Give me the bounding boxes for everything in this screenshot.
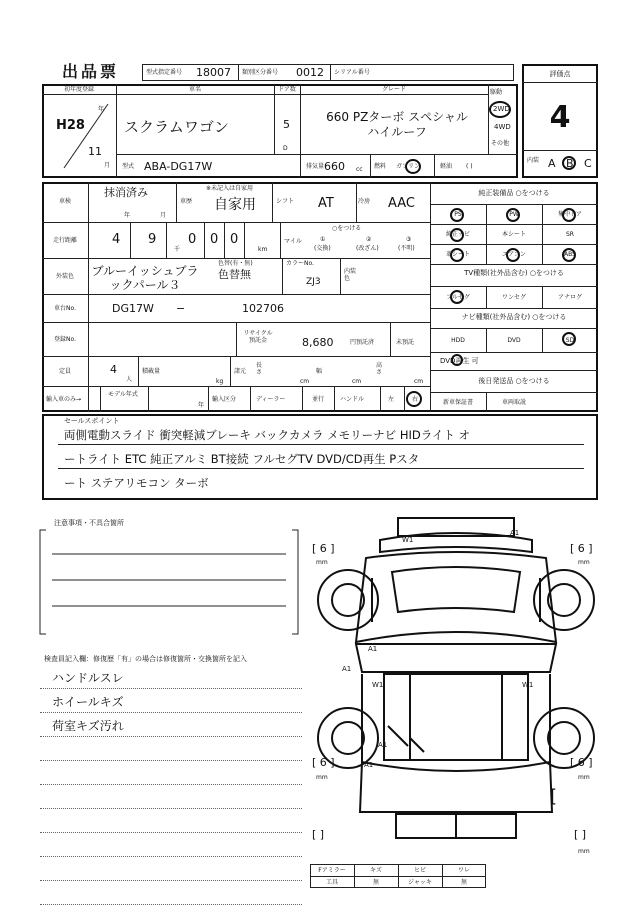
mark-2: A1 xyxy=(510,529,520,537)
load-label: 積載量 xyxy=(142,368,161,375)
navi-option-2: DVD xyxy=(507,337,521,344)
fuel-paren: ( ) xyxy=(466,163,473,170)
cap-unit: 人 xyxy=(126,376,133,383)
equip-item-6: SR xyxy=(566,231,574,238)
tv-option-3: アナログ xyxy=(557,294,582,301)
model-label: 型式 xyxy=(122,163,135,170)
equip-item-5: 本シート xyxy=(501,231,526,238)
serial-label: シリアル番号 xyxy=(334,69,370,76)
len-cm: cm xyxy=(300,378,310,385)
note-line xyxy=(40,832,302,833)
width-cm: cm xyxy=(352,378,362,385)
recycle-value: 8,680 xyxy=(302,336,334,349)
legend-v3: ジャッキ xyxy=(408,879,432,886)
mileage-thousand: 千 xyxy=(174,246,181,253)
recycle-unpaid: 未預託 xyxy=(396,339,415,346)
first-reg-slash xyxy=(60,100,112,172)
class-label: 類別区分番号 xyxy=(242,69,279,76)
sales-line-2: ートライト ETC 純正アルミ BT接続 フルセグTV DVD/CD再生 Pスタ xyxy=(64,452,420,466)
legend-v2: 無 xyxy=(372,879,379,886)
tread-fl-mm: mm xyxy=(316,559,328,566)
inspect-year: 年 xyxy=(124,212,131,219)
equip-item-9: ABS xyxy=(564,251,576,258)
equip-item-2: PW xyxy=(509,211,519,218)
meter-check-label: ○をつける xyxy=(332,225,362,232)
inspect-value: 抹消済み xyxy=(104,186,148,199)
inspect-month: 月 xyxy=(160,212,167,219)
note-line xyxy=(40,784,302,785)
drive-2wd-circle xyxy=(489,101,511,118)
drive-other: その他 xyxy=(491,140,510,147)
tread-spare-mm: mm xyxy=(578,848,590,855)
tv-title: TV種類(社外品含む) ○をつける xyxy=(464,269,564,277)
tread-spare-bracket: [ xyxy=(550,786,558,807)
note-line xyxy=(40,736,302,737)
fuel-label: 燃料 xyxy=(374,163,387,170)
car-damage-diagram xyxy=(300,512,600,862)
notes-bracket xyxy=(38,526,300,638)
note-line xyxy=(40,808,302,809)
import-parallel: 並行 xyxy=(312,396,325,403)
notes-label: 注意事項・不具合箇所 xyxy=(54,519,124,527)
legend-h3: ヒビ xyxy=(413,867,426,874)
door-count: 5 xyxy=(283,118,290,131)
first-reg-month: 11 xyxy=(88,145,102,158)
color-change-value: 色替無 xyxy=(218,268,251,281)
color-value: ブルーイッシュブラックパール３ xyxy=(91,264,199,292)
mileage-digit-3: 0 xyxy=(188,232,197,247)
tread-fr-value: 6 xyxy=(577,542,585,555)
width-label: 幅 xyxy=(316,368,323,375)
class-value: 0012 xyxy=(296,66,324,79)
history-note: ※未記入は自家用 xyxy=(206,185,254,192)
cc-unit: cc xyxy=(356,166,363,173)
color-change-label: 色替(有・無) xyxy=(218,260,253,267)
disp-label: 排気量 xyxy=(306,163,325,170)
recycle-label: リサイクル預託金 xyxy=(243,330,273,344)
shift-value: AT xyxy=(318,196,334,211)
note-item-1: ハンドルスレ xyxy=(52,671,124,685)
note-line xyxy=(40,880,302,881)
equip-circle-7 xyxy=(450,248,464,262)
legend-h1: Fアミラー xyxy=(318,867,346,874)
grade-value: 660 PZターボ スペシャル ハイルーフ xyxy=(326,110,468,139)
sales-line-3: ート ステアリモコン ターボ xyxy=(64,476,209,490)
equip-circle-2 xyxy=(506,208,520,222)
tread-rr: [ 6 ] xyxy=(570,756,593,769)
navi-option-3: SD xyxy=(565,337,575,344)
inspect-label: 車検 xyxy=(58,198,71,205)
equip-item-8: エアコン xyxy=(502,251,526,258)
recycle-yen: 円預託済 xyxy=(350,339,375,346)
int-b: B xyxy=(566,157,574,170)
mileage-digit-4: 0 xyxy=(210,232,219,247)
name-label: 車名 xyxy=(188,86,201,93)
model-year-label: モデル年式 xyxy=(108,391,138,398)
eval-score: 4 xyxy=(549,100,571,135)
tv-circle xyxy=(450,290,464,304)
tread-fl: [ 6 ] xyxy=(312,542,335,555)
legend-h4: ワレ xyxy=(457,867,470,874)
mileage-digit-2: 9 xyxy=(148,232,157,247)
car-name: スクラムワゴン xyxy=(124,118,229,136)
navi-circle xyxy=(562,332,576,346)
tread-rl-mm: mm xyxy=(316,774,328,781)
navi-option-1: HDD xyxy=(451,337,465,344)
mileage-digit-5: 0 xyxy=(230,232,239,247)
meter-opt-2: ② xyxy=(366,236,372,243)
mark-4: A1 xyxy=(342,665,352,673)
equip-item-4: 純正ナビ xyxy=(445,231,470,238)
cap-value: 4 xyxy=(110,363,117,376)
diesel-label: 軽油 xyxy=(440,163,453,170)
drive-2wd: 2WD xyxy=(493,105,510,113)
month-label: 月 xyxy=(104,162,111,169)
equip-title: 純正装備品 ○をつける xyxy=(478,189,550,197)
sheet-title: 出品票 xyxy=(62,62,120,81)
color-label: 外装色 xyxy=(55,273,74,280)
dvd-circle xyxy=(451,354,463,366)
handle-label: ハンドル xyxy=(340,396,365,403)
equip-circle-3 xyxy=(562,208,576,222)
int-color-label: 内装色 xyxy=(344,268,357,282)
chassis-label: 車台No. xyxy=(54,305,76,312)
door-label: ドア数 xyxy=(278,86,296,93)
ac-label: 冷房 xyxy=(358,198,371,205)
equip-circle-4 xyxy=(450,228,464,242)
disp-value: 660 xyxy=(324,160,345,173)
drive-label: 駆動 xyxy=(490,89,503,96)
chassis-model: DG17W xyxy=(112,302,154,315)
later-title: 後日発送品 ○をつける xyxy=(478,377,550,385)
size-label: 諸元 xyxy=(234,368,247,375)
equip-circle-8 xyxy=(506,248,520,262)
sales-label: セールスポイント xyxy=(64,417,120,425)
handle-left: 左 xyxy=(388,396,395,403)
tv-option-1: フルセグ xyxy=(446,294,470,301)
chassis-number: 102706 xyxy=(242,302,284,315)
equip-item-3: 集中ドア xyxy=(558,211,582,218)
cap-label: 定員 xyxy=(58,368,71,375)
fuel-value: ガソリン xyxy=(396,163,421,170)
sales-line-1: 両側電動スライド 衝突軽減ブレーキ バックカメラ メモリーナビ HIDライト オ xyxy=(64,428,471,442)
drive-4wd: 4WD xyxy=(494,123,511,131)
fuel-circle xyxy=(405,159,421,174)
height-cm: cm xyxy=(414,378,424,385)
mark-7: A1 xyxy=(378,741,388,749)
door-sub: D xyxy=(283,145,288,152)
equip-circle-9 xyxy=(562,248,576,262)
tread-fl-value: 6 xyxy=(319,542,327,555)
import-class-label: 輸入区分 xyxy=(212,396,237,403)
reg-value: 18007 xyxy=(196,66,231,79)
load-kg: kg xyxy=(216,378,224,385)
first-reg-label: 初年度登録 xyxy=(63,86,94,93)
mileage-digit-1: 4 xyxy=(112,232,121,247)
later-manual: 車両取説 xyxy=(501,399,526,406)
int-a: A xyxy=(548,157,556,170)
mark-1: W1 xyxy=(402,536,414,544)
color-no-value: ZJ3 xyxy=(306,277,321,287)
meter-opt-1-sub: (交換) xyxy=(314,245,331,252)
grade-label: グレード xyxy=(381,86,406,93)
tread-rl: [ 6 ] xyxy=(312,756,335,769)
handle-right: 右 xyxy=(412,396,419,403)
int-b-circle xyxy=(562,156,576,170)
tread-rr-value: 6 xyxy=(577,756,585,769)
tread-fr: [ 6 ] xyxy=(570,542,593,555)
tread-rr-mm: mm xyxy=(578,774,590,781)
model-year-unit: 年 xyxy=(198,402,205,409)
dvd-play: DVD再生 可 xyxy=(440,357,479,365)
import-dealer: ディーラー xyxy=(256,396,286,403)
height-label: 高さ xyxy=(376,362,383,376)
tread-rl-value: 6 xyxy=(319,756,327,769)
meter-opt-3-sub: (不明) xyxy=(398,245,415,252)
note-line xyxy=(40,856,302,857)
mark-6: W1 xyxy=(522,681,534,689)
note-item-3: 荷室キズ汚れ xyxy=(52,719,124,733)
mileage-km: km xyxy=(258,246,268,253)
navi-title: ナビ種類(社外品含む) ○をつける xyxy=(461,313,567,321)
meter-opt-3: ③ xyxy=(406,236,412,243)
eval-label: 評価点 xyxy=(549,70,571,78)
tread-spare-l: [ ] xyxy=(312,828,325,841)
mark-8: A1 xyxy=(364,761,374,769)
equip-item-1: PS xyxy=(454,211,462,218)
mileage-label: 走行距離 xyxy=(52,237,77,244)
note-line xyxy=(40,712,302,713)
legend-v1: 工具 xyxy=(325,879,338,886)
color-no-label: カラーNo. xyxy=(286,260,314,267)
inspector-label: 検査員記入欄：修復歴「有」の場合は修復箇所・交換箇所を記入 xyxy=(44,655,247,663)
legend-h2: キズ xyxy=(370,867,382,874)
equip-circle-1 xyxy=(450,208,464,222)
len-label: 長さ xyxy=(256,362,263,376)
reg-no-label: 登録No. xyxy=(54,336,76,343)
mile-label: マイル xyxy=(284,238,302,245)
model-value: ABA-DG17W xyxy=(144,160,213,173)
import-label: 輸入車のみ→ xyxy=(46,396,82,403)
tv-option-2: ワンセグ xyxy=(501,294,526,301)
interior-label: 内装 xyxy=(527,157,540,164)
note-line xyxy=(40,688,302,689)
history-label: 車歴 xyxy=(180,198,193,205)
handle-right-circle xyxy=(406,391,422,407)
meter-opt-1: ① xyxy=(320,236,326,243)
int-c: C xyxy=(584,157,592,170)
chassis-dash: − xyxy=(176,302,186,315)
tread-fr-mm: mm xyxy=(578,559,590,566)
shift-label: シフト xyxy=(276,198,295,205)
equip-item-7: 革シート xyxy=(445,251,470,258)
first-reg-era: H28 xyxy=(56,118,85,133)
meter-opt-2-sub: (改ざん) xyxy=(356,245,379,252)
year-label: 年 xyxy=(98,106,105,113)
note-line xyxy=(40,760,302,761)
legend-v4: 無 xyxy=(460,879,467,886)
tread-spare-r: [ ] xyxy=(574,828,587,841)
mark-5: W1 xyxy=(372,681,384,689)
reg-label: 型式指定番号 xyxy=(146,69,183,76)
later-warranty: 新車保証書 xyxy=(442,399,473,406)
note-item-2: ホイールキズ xyxy=(52,695,124,709)
history-value: 自家用 xyxy=(214,197,256,213)
ac-value: AAC xyxy=(388,196,415,211)
mark-3: A1 xyxy=(368,645,378,653)
